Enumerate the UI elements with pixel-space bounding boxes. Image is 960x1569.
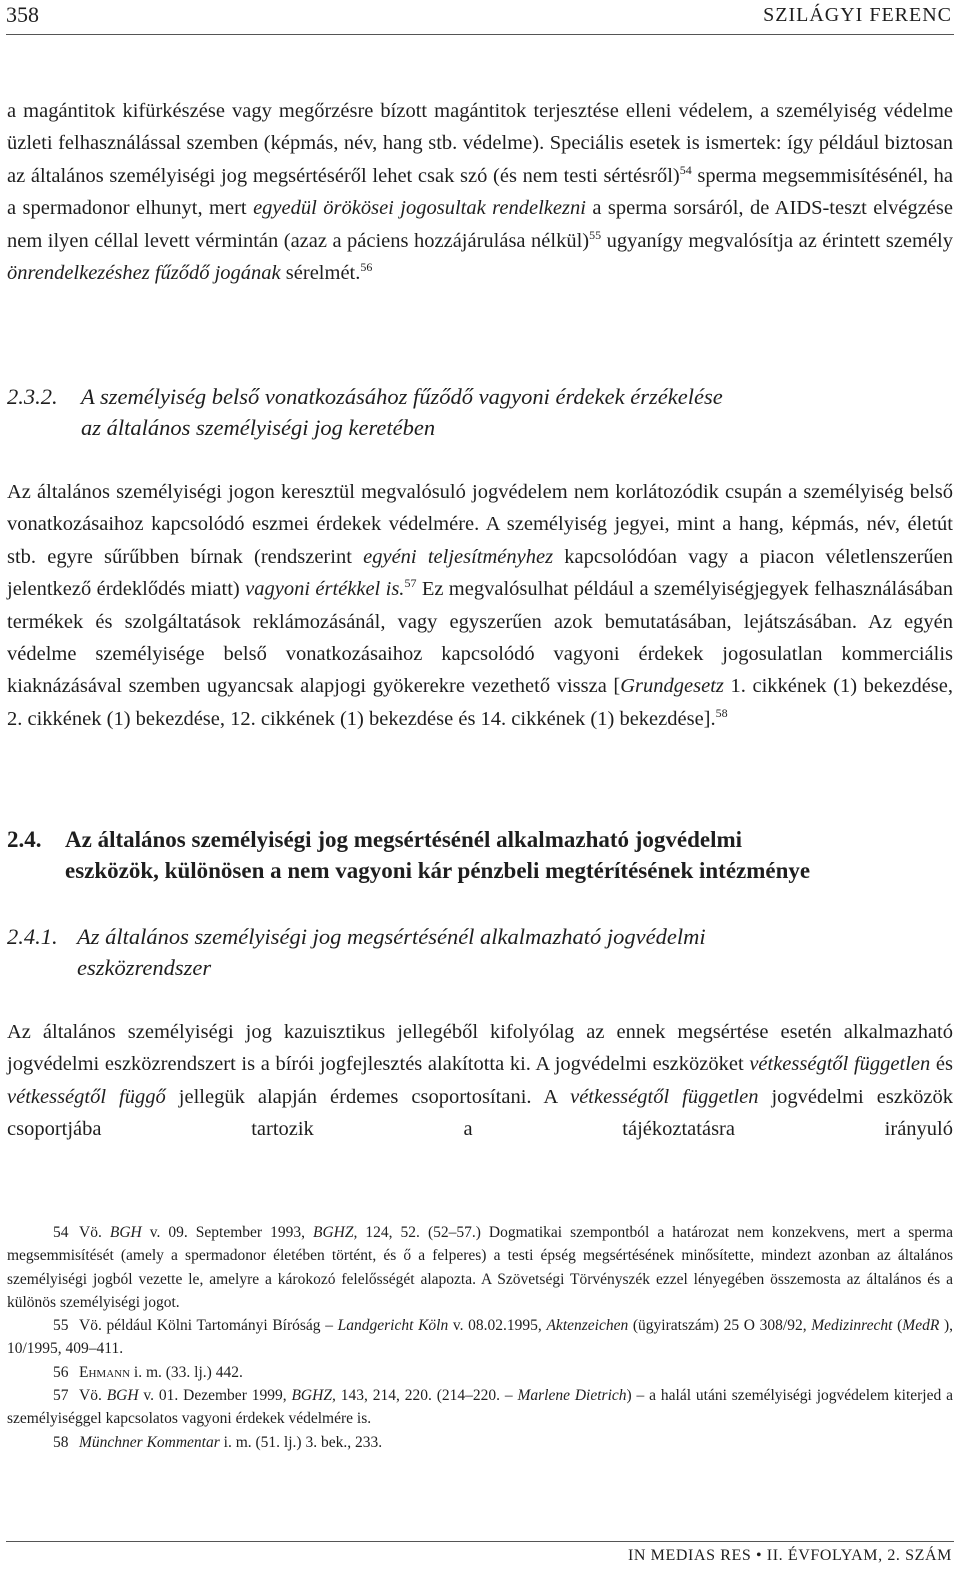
paragraph-3 (7, 1016, 953, 1146)
p3-italic-3: vétkességtől független (570, 1085, 759, 1108)
page-number: 358 (6, 2, 39, 27)
p3-text-2: és (930, 1053, 953, 1076)
footer-rule (6, 1541, 954, 1542)
fn-italic: BGH (106, 1387, 139, 1405)
section-heading-2-4 (7, 824, 953, 886)
fn-text: ( (892, 1317, 903, 1335)
section-title-line-1: A személyiség belső vonatkozásához fűződő vagyoni érdekek érzékelése (81, 384, 723, 409)
fn-author-name: Ehmann (79, 1363, 131, 1381)
p2-text-2: kapcsolódóan vagy a piacon véletlenszerűen jelentkező érdeklődés miatt) (7, 545, 953, 601)
p1-text-5: sérelmét. (280, 262, 361, 285)
paragraph-2 (7, 476, 953, 735)
fn-text: v. 01. Dezember 1999, (138, 1387, 292, 1405)
p1-italic-1: egyedül örökösei jogosultak rendelkezni (253, 197, 586, 220)
fn-text: ) – a halál utáni személyiségi jogvédelem kiterjed a személyiséggel kapcsolatos vagyoni érdekek védelmére is. (7, 1387, 953, 1428)
fn-italic: Marlene Dietrich (517, 1387, 627, 1405)
p1-text-3: a sperma sorsáról, de AIDS-teszt elvégzése nem ilyen céllal levett vérmintán (azaz a páciens hozzájárulása nélkül) (7, 197, 953, 252)
section-title-line-1: Az általános személyiségi jog megsértésénél alkalmazható jogvédelmi (65, 827, 743, 852)
p3-italic-2: vétkességtől függő (7, 1085, 166, 1108)
fn-text: Vö. (79, 1387, 107, 1405)
fn-italic: BGH (109, 1224, 142, 1241)
section-title-line-2: eszközrendszer (77, 955, 212, 980)
footnote-ref-54[interactable]: 54 (679, 162, 692, 177)
section-title-line-1: Az általános személyiségi jog megsértésénél alkalmazható jogvédelmi (77, 924, 706, 949)
fn-text: (ügyiratszám) 25 O 308/92, (628, 1317, 812, 1335)
p2-italic-2: vagyoni értékkel is. (245, 578, 405, 601)
p1-italic-2: önrendelkezéshez fűződő jogának (7, 262, 281, 285)
footnote-57 (7, 1384, 953, 1431)
section-heading-2-3-2 (7, 381, 953, 443)
footnote-number: 57 (53, 1387, 69, 1405)
section-number: 2.4. (7, 827, 42, 852)
paragraph-1 (7, 95, 953, 289)
p2-text-1: Az általános személyiségi jogon keresztül megvalósuló jogvédelem nem korlátozódik csupán a személyiség belső vonatkozásaihoz kapcsolódó eszmei érdekek védelmére. A személyiség jegyei, mint a hang, képmás, név, életút stb. egyre sűrűbben bírnak (rendszerint (7, 481, 953, 568)
fn-italic: Landgericht Köln (337, 1317, 449, 1335)
journal-footer: IN MEDIAS RES • II. ÉVFOLYAM, 2. SZÁM (628, 1547, 952, 1564)
fn-italic: Aktenzeichen (546, 1317, 629, 1335)
p2-text-3: Ez megvalósulhat például a személyiségjegyek felhasználásában termékek és szolgáltatások reklámozásánál, vagy egyszerűen azok bemutatásában, lejátszásában. Az egyén védelme személyisége belső vonatkozásaihoz kapcsolódó vagyoni érdekek jogosulatlan kommerciális kiaknázásával szemben ugyancsak alapjogi gyökerekre vezethető vissza [ (7, 578, 953, 698)
footnote-ref-57[interactable]: 57 (404, 576, 417, 591)
footnote-ref-55[interactable]: 55 (589, 227, 602, 242)
running-head: SZILÁGYI FERENC (763, 4, 952, 26)
p1-text-4: ugyanígy megvalósítja az érintett személy (601, 229, 953, 252)
fn-text: 143, 214, 220. (214–220. – (335, 1387, 518, 1405)
p2-italic-3: Grundgesetz (620, 675, 724, 698)
section-title-line-2: eszközök, különösen a nem vagyoni kár pénzbeli megtérítésének intézménye (65, 858, 811, 883)
fn-text: v. 08.02.1995, (448, 1317, 547, 1335)
fn-text: i. m. (51. lj.) 3. bek., 233. (219, 1433, 383, 1451)
section-heading-2-4-1 (7, 921, 953, 983)
fn-italic: BGHZ, (291, 1387, 336, 1405)
fn-italic: Münchner Kommentar (79, 1433, 220, 1451)
footnotes (7, 1221, 953, 1454)
p3-text-3: jellegük alapján érdemes csoportosítani. A (165, 1085, 571, 1108)
header-rule (6, 34, 954, 35)
footnote-55 (7, 1314, 953, 1361)
p3-text-4: jogvédelmi eszközök csoportjába tartozik a tájékoztatásra irányuló (7, 1085, 954, 1141)
fn-text: i. m. (33. lj.) 442. (130, 1363, 243, 1381)
footnote-56 (7, 1361, 953, 1384)
section-number: 2.4.1. (7, 924, 58, 949)
fn-italic: MedR (902, 1317, 940, 1335)
p2-italic-1: egyéni teljesítményhez (363, 545, 554, 568)
footnote-54 (7, 1221, 953, 1314)
p1-text-1: a magántitok kifürkészése vagy megőrzésre bízott magántitok terjesztése elleni védelem, a személyiség védelme üzleti felhasználással szemben (képmás, név, hang stb. védelme). Speciális esetek is ismertek: így például biztosan az általános személyiségi jog megsértéséről lehet csak szó (és nem testi sértésről) (7, 100, 953, 187)
p2-text-4: 1. cikkének (1) bekezdése, 2. cikkének (1) bekezdése, 12. cikkének (1) bekezdése és 14. cikkének (1) bekezdése]. (7, 675, 953, 730)
section-number: 2.3.2. (7, 384, 58, 409)
fn-italic: Medizinrecht (811, 1317, 893, 1335)
footnote-number: 54 (53, 1224, 69, 1241)
footnote-58 (7, 1431, 953, 1454)
footnote-number: 58 (53, 1433, 69, 1451)
p1-text-2: sperma megsemmisítésénél, ha a spermadonor elhunyt, mert (7, 164, 953, 220)
fn-text: 124, 52. (52–57.) Dogmatikai szempontból a határozat nem konzekvens, mert a sperma megsemmisítését (amely a spermadonor életében történt, és ő a felperes) a testi épség megsértésének minősítette, mindezt azonban az általános személyiségi jogból vezette le, amelyre a károkozó felelősségét alapozta. A Szövetségi Törvényszék ezzel lényegében összemosta az általános és a különös személyiségi jogot. (7, 1224, 953, 1311)
fn-text: v. 09. September 1993, (141, 1224, 314, 1241)
footnote-ref-56[interactable]: 56 (360, 260, 373, 275)
footnote-ref-58[interactable]: 58 (715, 705, 728, 720)
fn-text: Vö. például Kölni Tartományi Bíróság – (79, 1317, 338, 1335)
footnote-number: 55 (53, 1317, 69, 1335)
footnote-number: 56 (53, 1363, 69, 1381)
page-header (0, 0, 960, 34)
p3-text-1: Az általános személyiségi jog kazuisztikus jellegéből kifolyólag az ennek megsértése esetén alkalmazható jogvédelmi eszközrendszert is a bírói jogfejlesztés alakította ki. A jogvédelmi eszközöket (7, 1021, 953, 1076)
fn-text: ), 10/1995, 409–411. (7, 1317, 954, 1358)
fn-italic: BGHZ, (313, 1224, 358, 1241)
section-title-line-2: az általános személyiségi jog keretében (81, 415, 436, 440)
fn-text: Vö. (79, 1224, 110, 1241)
p3-italic-1: vétkességtől független (749, 1053, 931, 1076)
